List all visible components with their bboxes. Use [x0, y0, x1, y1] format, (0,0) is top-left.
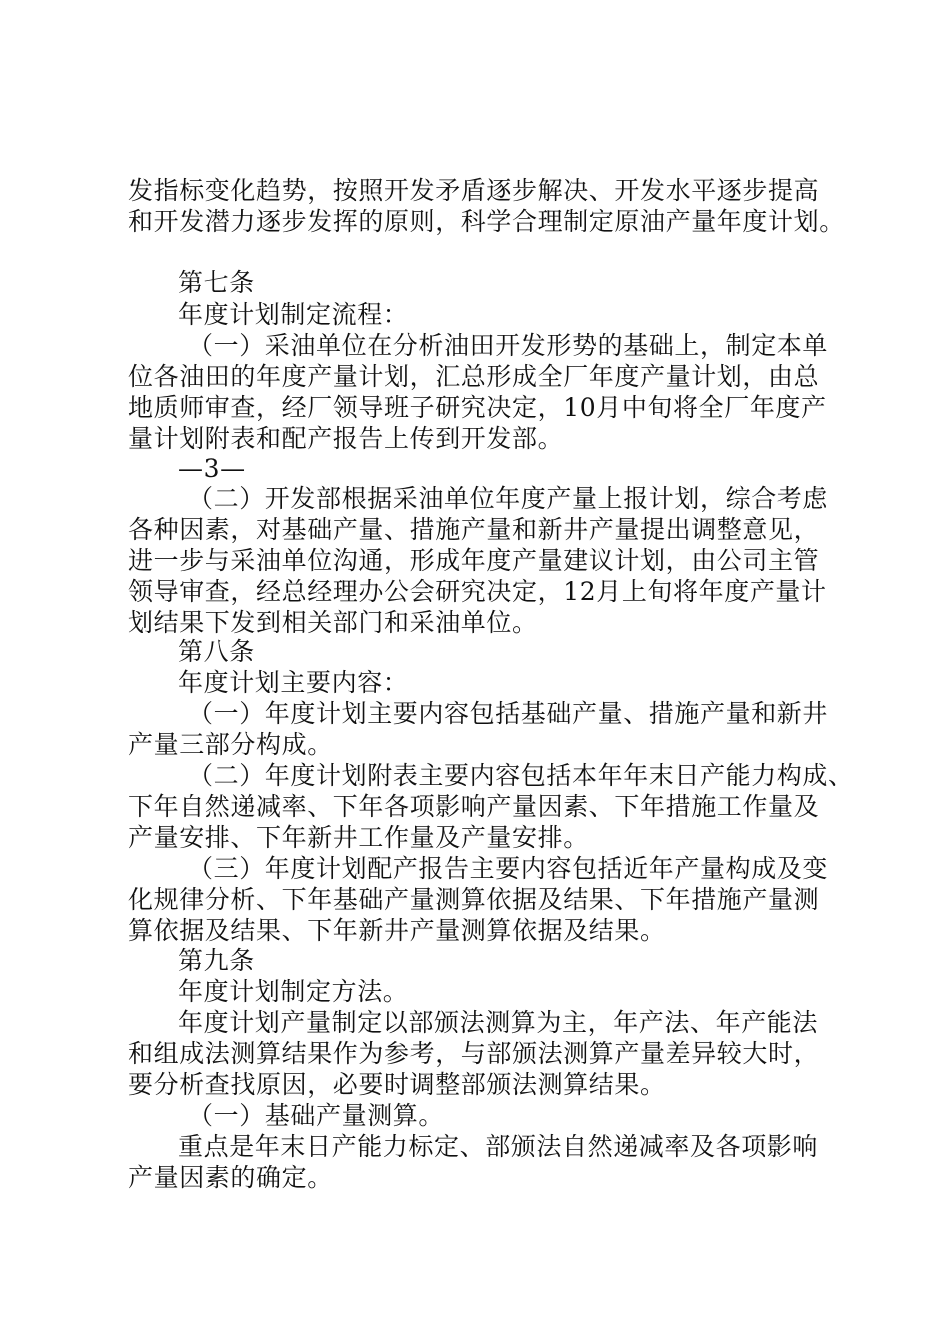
- paragraph-line: 产量三部分构成。: [128, 730, 333, 759]
- paragraph-line: 地质师审查，经厂领导班子研究决定，10月中旬将全厂年度产: [128, 393, 827, 422]
- paragraph-line: 产量安排、下年新井工作量及产量安排。: [128, 823, 589, 852]
- paragraph-line: 算依据及结果、下年新井产量测算依据及结果。: [128, 916, 666, 945]
- paragraph-line: 重点是年末日产能力标定、部颁法自然递减率及各项影响: [178, 1132, 819, 1161]
- paragraph-line: 和组成法测算结果作为参考，与部颁法测算产量差异较大时，: [128, 1039, 820, 1068]
- section-heading: 年度计划制定方法。: [178, 977, 409, 1006]
- paragraph-line: 量计划附表和配产报告上传到开发部。: [128, 424, 564, 453]
- paragraph-line: （二）开发部根据采油单位年度产量上报计划，综合考虑: [188, 484, 829, 513]
- article-heading-7: 第七条: [178, 268, 255, 297]
- paragraph-line: 和开发潜力逐步发挥的原则，科学合理制定原油产量年度计划。: [128, 207, 845, 236]
- paragraph-line: 发指标变化趋势，按照开发矛盾逐步解决、开发水平逐步提高: [128, 176, 820, 205]
- subsection-heading: （一）基础产量测算。: [188, 1101, 445, 1130]
- paragraph-line: 下年自然递减率、下年各项影响产量因素、下年措施工作量及: [128, 792, 820, 821]
- paragraph-line: 进一步与采油单位沟通，形成年度产量建议计划，由公司主管: [128, 546, 820, 575]
- paragraph-line: 产量因素的确定。: [128, 1163, 333, 1192]
- paragraph-line: （一）采油单位在分析油田开发形势的基础上，制定本单: [188, 331, 829, 360]
- paragraph-line: 年度计划产量制定以部颁法测算为主，年产法、年产能法: [178, 1008, 819, 1037]
- paragraph-line: 划结果下发到相关部门和采油单位。: [128, 608, 538, 637]
- paragraph-line: （二）年度计划附表主要内容包括本年年末日产能力构成、: [188, 761, 854, 790]
- paragraph-line: （三）年度计划配产报告主要内容包括近年产量构成及变: [188, 854, 829, 883]
- paragraph-line: 位各油田的年度产量计划，汇总形成全厂年度产量计划，由总: [128, 362, 820, 391]
- paragraph-line: 领导审查，经总经理办公会研究决定，12月上旬将年度产量计: [128, 577, 827, 606]
- paragraph-line: 各种因素，对基础产量、措施产量和新井产量提出调整意见，: [128, 515, 820, 544]
- page-number: —3—: [178, 454, 246, 483]
- article-heading-8: 第八条: [178, 637, 255, 666]
- paragraph-line: 化规律分析、下年基础产量测算依据及结果、下年措施产量测: [128, 885, 820, 914]
- article-heading-9: 第九条: [178, 946, 255, 975]
- section-heading: 年度计划主要内容：: [178, 668, 409, 697]
- paragraph-line: 要分析查找原因，必要时调整部颁法测算结果。: [128, 1070, 666, 1099]
- paragraph-line: （一）年度计划主要内容包括基础产量、措施产量和新井: [188, 699, 829, 728]
- section-heading: 年度计划制定流程：: [178, 300, 409, 329]
